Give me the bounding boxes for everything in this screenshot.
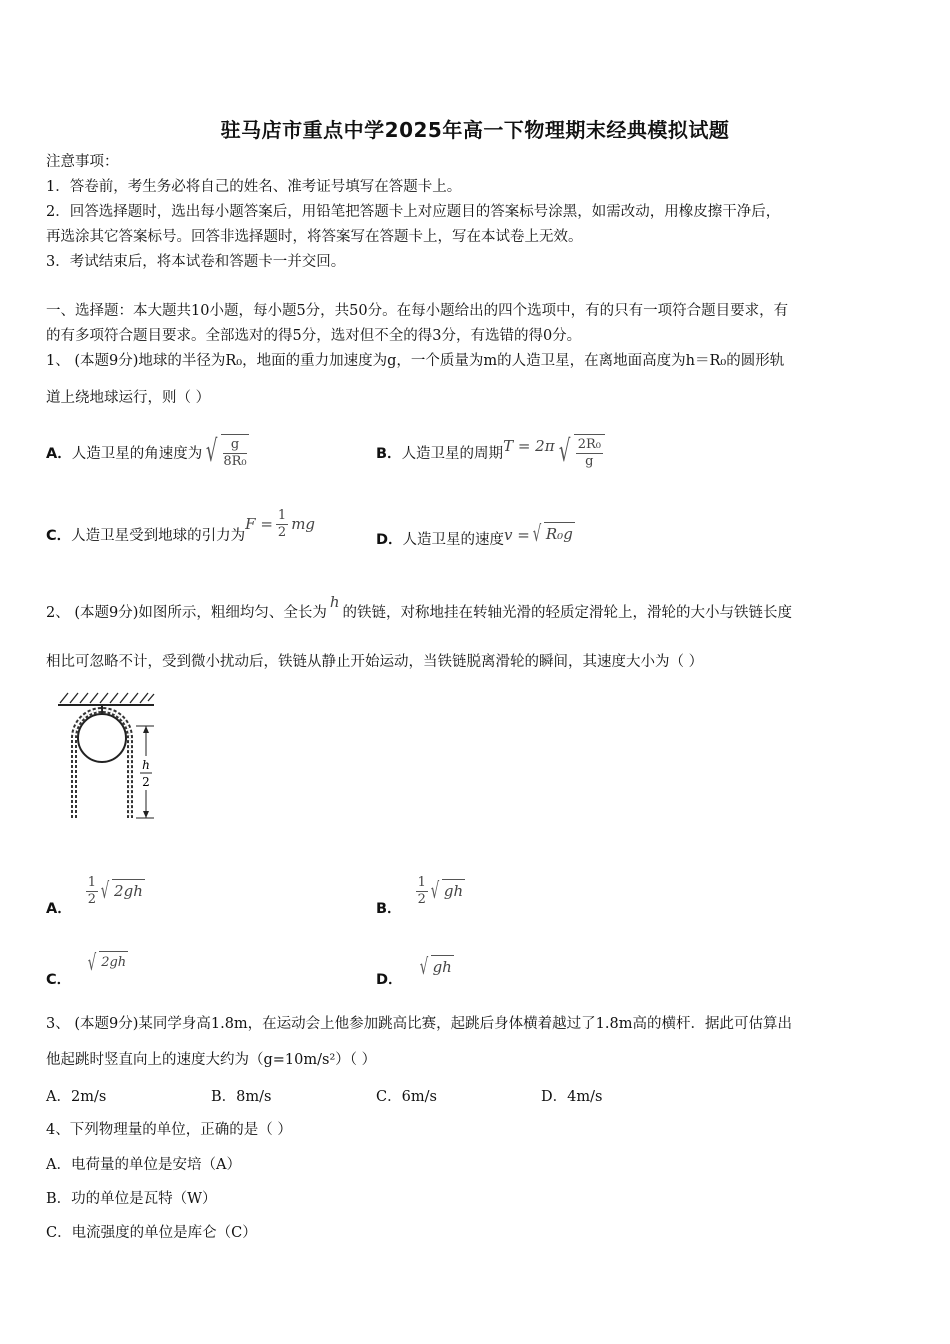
formula-prefix: F = bbox=[245, 515, 273, 533]
notice-heading: 注意事项： bbox=[46, 154, 119, 170]
notice-item-3: 3．考试结束后，将本试卷和答题卡一并交回。 bbox=[46, 254, 346, 270]
radical-icon: √ bbox=[87, 951, 97, 976]
fraction-numerator: g bbox=[223, 437, 246, 454]
fraction-denominator: 2 bbox=[277, 524, 287, 540]
fraction-numerator: 2R₀ bbox=[577, 437, 601, 452]
ceiling-hatching bbox=[60, 693, 154, 703]
radical-icon: √ bbox=[100, 878, 110, 904]
formula-prefix: v = bbox=[504, 526, 530, 544]
q3-option-d[interactable]: D．4m/s bbox=[541, 1089, 603, 1105]
fraction-numerator: 1 bbox=[417, 875, 426, 890]
fraction-numerator: 1 bbox=[277, 507, 287, 523]
option-label: C． bbox=[46, 527, 72, 544]
radical-icon: √ bbox=[430, 878, 440, 904]
fraction-denominator: 8R₀ bbox=[223, 454, 247, 469]
q1-option-a[interactable] bbox=[46, 424, 249, 480]
option-text: 人造卫星的角速度为 bbox=[71, 445, 203, 462]
q1-stem-1: 1、 (本题9分)地球的半径为R₀，地面的重力加速度为g，一个质量为m的人造卫星，在离地面高度为h＝R₀的圆形轨 bbox=[46, 353, 785, 369]
q1-option-d[interactable] bbox=[376, 518, 575, 558]
radical-icon: √ bbox=[206, 434, 218, 469]
sqrt-expression bbox=[530, 522, 575, 548]
q3-option-b[interactable]: B．8m/s bbox=[211, 1089, 272, 1105]
sqrt-expression bbox=[555, 434, 605, 470]
sqrt-expression bbox=[85, 951, 128, 977]
pulley-wheel bbox=[78, 714, 126, 762]
formula bbox=[245, 508, 315, 541]
sqrt-expression bbox=[98, 879, 145, 905]
sqrt-argument: gh bbox=[442, 879, 465, 905]
option-text: 人造卫星的周期 bbox=[401, 445, 504, 462]
fraction-numerator: 1 bbox=[87, 875, 97, 890]
option-label: B． bbox=[376, 901, 402, 917]
q4-option-a[interactable]: A．电荷量的单位是安培（A） bbox=[46, 1157, 241, 1173]
chain bbox=[74, 710, 130, 818]
fraction-denominator: 2 bbox=[87, 892, 97, 907]
arrow-up-icon bbox=[143, 726, 149, 733]
q1-option-c[interactable] bbox=[46, 508, 315, 560]
q3-stem-2: 他起跳时竖直向上的速度大约为（g=10m/s²）（ ） bbox=[46, 1052, 377, 1068]
q1-option-b[interactable] bbox=[376, 424, 605, 480]
q2-stem-2: 相比可忽略不计，受到微小扰动后，铁链从静止开始运动，当铁链脱离滑轮的瞬间，其速度大小为（ ） bbox=[46, 654, 704, 670]
sqrt-argument: 2gh bbox=[99, 951, 128, 977]
sqrt-expression bbox=[417, 955, 454, 981]
sqrt-argument: 2gh bbox=[112, 879, 145, 905]
variable-h: h bbox=[329, 593, 340, 611]
q1-stem-2: 道上绕地球运行，则（ ） bbox=[46, 390, 211, 406]
sqrt-argument: R₀g bbox=[544, 522, 575, 548]
formula bbox=[416, 875, 466, 908]
fraction-denominator: g bbox=[585, 454, 594, 469]
sqrt-expression bbox=[428, 879, 465, 905]
option-label: B． bbox=[376, 445, 402, 462]
q4-stem: 4、下列物理量的单位，正确的是（ ） bbox=[46, 1122, 292, 1138]
radical-icon: √ bbox=[532, 522, 542, 547]
q2-option-a[interactable] bbox=[46, 870, 145, 918]
formula-prefix: T = 2π bbox=[503, 437, 555, 455]
arrow-down-icon bbox=[143, 811, 149, 818]
page-title: 驻马店市重点中学2025年高一下物理期末经典模拟试题 bbox=[220, 118, 730, 142]
option-label: D． bbox=[376, 531, 403, 548]
q2-option-d[interactable] bbox=[376, 955, 454, 989]
radical-icon: √ bbox=[419, 955, 428, 980]
q4-option-c[interactable]: C．电流强度的单位是库仑（C） bbox=[46, 1225, 257, 1241]
q3-option-a[interactable]: A．2m/s bbox=[46, 1089, 107, 1105]
section-heading-1: 一、选择题：本大题共10小题，每小题5分，共50分。在每小题给出的四个选项中，有的只有一项符合题目要求，有 bbox=[46, 303, 789, 319]
option-label: A． bbox=[46, 901, 72, 917]
sqrt-argument: gh bbox=[431, 955, 454, 981]
option-text: 人造卫星受到地球的引力为 bbox=[71, 527, 246, 544]
option-label: C． bbox=[46, 972, 72, 988]
option-label: A． bbox=[46, 445, 72, 462]
dimension-label-h: h bbox=[142, 758, 150, 772]
q2-option-c[interactable] bbox=[46, 951, 128, 989]
notice-item-1: 1．答卷前，考生务必将自己的姓名、准考证号填写在答题卡上。 bbox=[46, 179, 462, 195]
formula bbox=[86, 875, 145, 908]
q2-option-b[interactable] bbox=[376, 870, 465, 918]
option-label: D． bbox=[376, 972, 403, 988]
chain-links bbox=[74, 710, 130, 818]
dimension-label-2: 2 bbox=[142, 775, 150, 789]
q3-option-c[interactable]: C．6m/s bbox=[376, 1089, 437, 1105]
fraction-denominator: 2 bbox=[417, 892, 426, 907]
pulley-chain-figure bbox=[54, 688, 166, 830]
sqrt-expression bbox=[202, 434, 248, 470]
q2-stem-1 bbox=[46, 593, 793, 623]
q3-stem-1: 3、 (本题9分)某同学身高1.8m，在运动会上他参加跳高比赛，起跳后身体横着越过了1.8m高的横杆．据此可估算出 bbox=[46, 1016, 792, 1032]
section-heading-2: 的有多项符合题目要求。全部选对的得5分，选对但不全的得3分，有选错的得0分。 bbox=[46, 328, 582, 344]
notice-item-2a: 2．回答选择题时，选出每小题答案后，用铅笔把答题卡上对应题目的答案标号涂黑，如需改动，用橡皮擦干净后， bbox=[46, 204, 781, 220]
radical-icon: √ bbox=[558, 434, 570, 469]
option-text: 人造卫星的速度 bbox=[402, 531, 505, 548]
q4-option-b[interactable]: B．功的单位是瓦特（W） bbox=[46, 1191, 217, 1207]
q2-stem-1a: 2、 (本题9分)如图所示，粗细均匀、全长为 bbox=[46, 605, 327, 621]
q2-stem-1b: 的铁链，对称地挂在转轴光滑的轻质定滑轮上，滑轮的大小与铁链长度 bbox=[342, 605, 793, 621]
formula-suffix: mg bbox=[291, 515, 316, 533]
notice-item-2b: 再选涂其它答案标号。回答非选择题时，将答案写在答题卡上，写在本试卷上无效。 bbox=[46, 229, 583, 245]
